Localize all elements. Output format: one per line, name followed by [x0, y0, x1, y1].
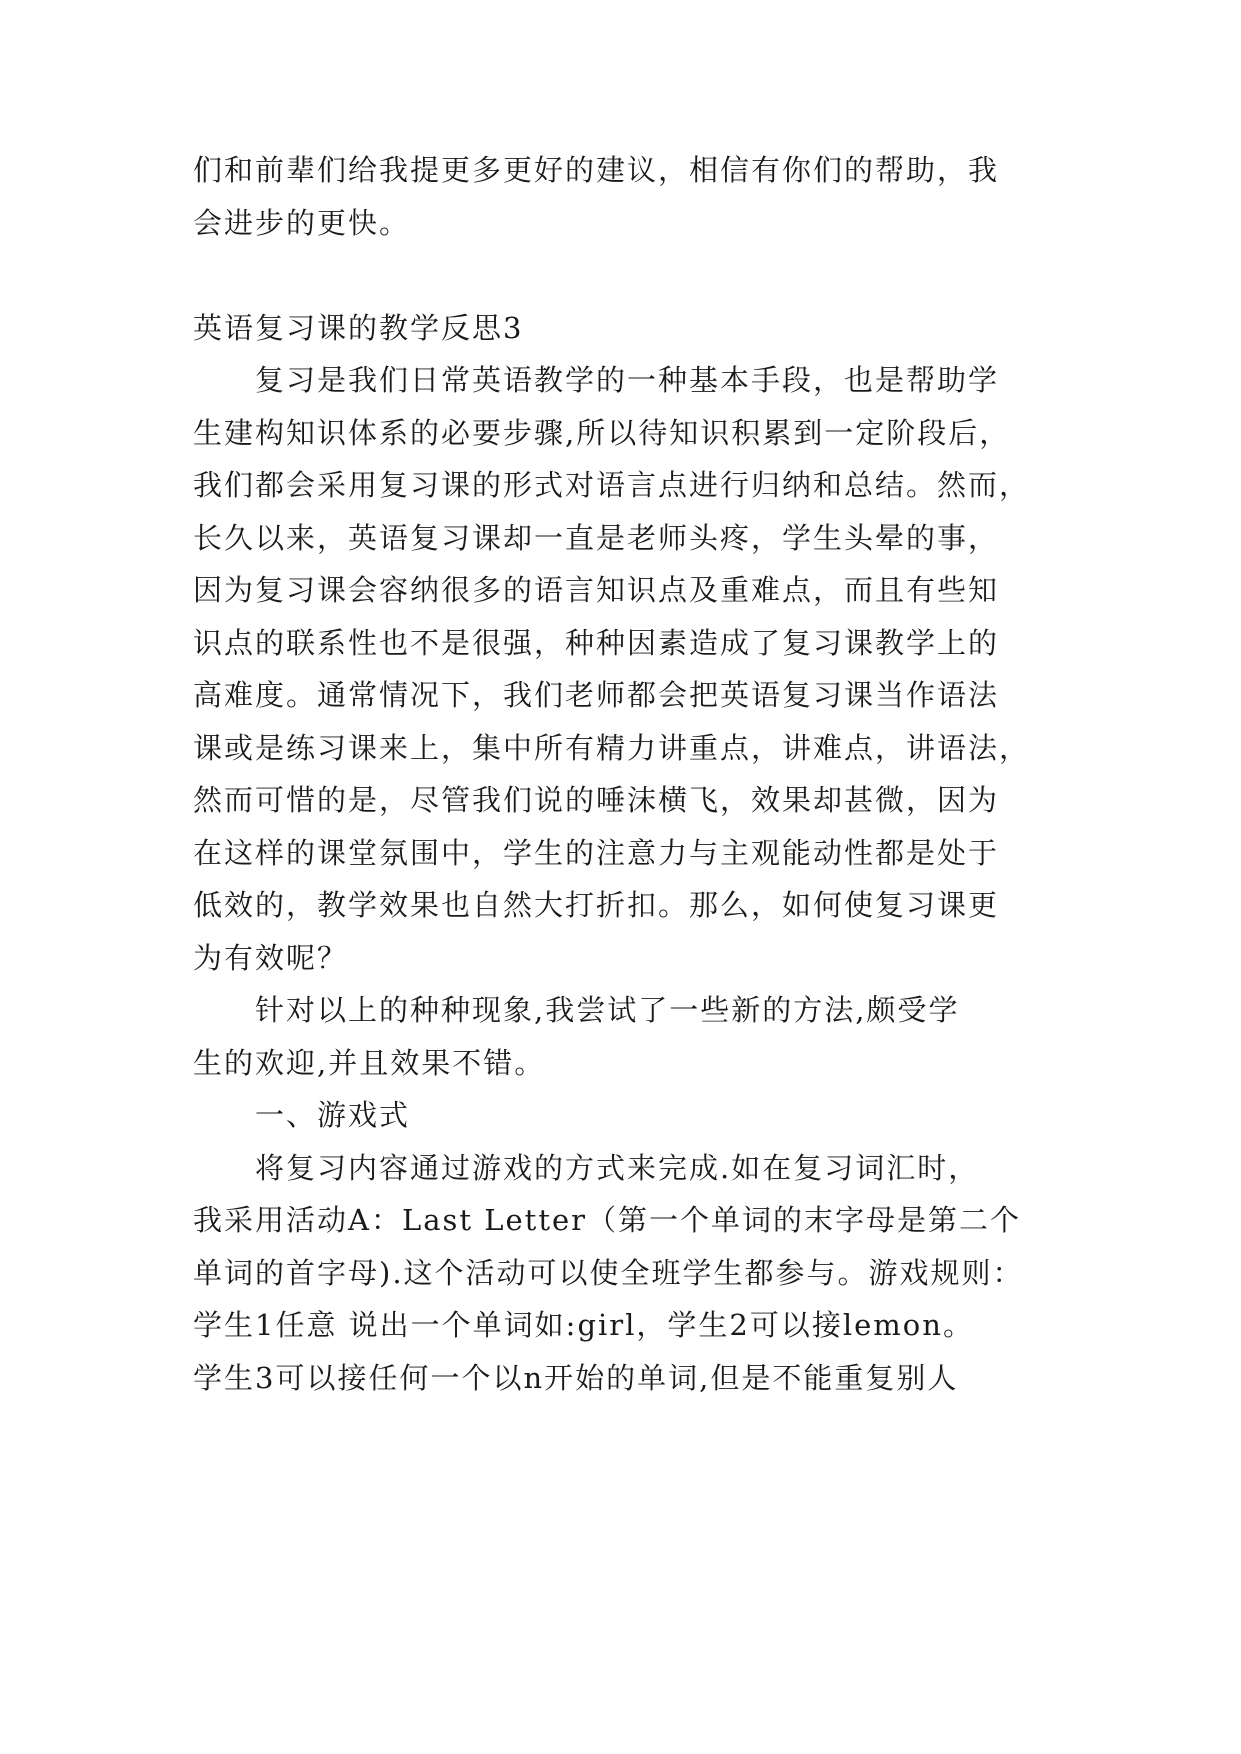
text-line: 长久以来，英语复习课却一直是老师头疼，学生头晕的事， — [193, 521, 1000, 555]
text-line: 们和前辈们给我提更多更好的建议，相信有你们的帮助，我 — [193, 153, 1000, 187]
text-line: 因为复习课会容纳很多的语言知识点及重难点，而且有些知 — [193, 573, 1000, 607]
text-line: 高难度。通常情况下，我们老师都会把英语复习课当作语法 — [193, 678, 1000, 712]
text-line: 生的欢迎,并且效果不错。 — [193, 1046, 546, 1080]
text-line: 低效的，教学效果也自然大打折扣。那么，如何使复习课更 — [193, 888, 1000, 922]
subheading: 一、游戏式 — [255, 1098, 411, 1132]
text-line: 我们都会采用复习课的形式对语言点进行归纳和总结。然而， — [193, 468, 1031, 502]
text-line: 在这样的课堂氛围中，学生的注意力与主观能动性都是处于 — [193, 836, 1000, 870]
text-line: 然而可惜的是，尽管我们说的唾沫横飞，效果却甚微，因为 — [193, 783, 1000, 817]
section-title: 英语复习课的教学反思3 — [193, 311, 524, 345]
text-line: 会进步的更快。 — [193, 206, 411, 240]
text-line: 学生3可以接任何一个以n开始的单词,但是不能重复别人 — [193, 1361, 959, 1395]
text-line: 课或是练习课来上，集中所有精力讲重点，讲难点，讲语法， — [193, 731, 1031, 765]
text-line: 生建构知识体系的必要步骤,所以待知识积累到一定阶段后， — [193, 416, 1011, 450]
text-line: 识点的联系性也不是很强，种种因素造成了复习课教学上的 — [193, 626, 1000, 660]
text-line: 单词的首字母).这个活动可以使全班学生都参与。游戏规则： — [193, 1256, 1024, 1290]
text-line: 学生1任意 说出一个单词如:girl，学生2可以接lemon。 — [193, 1308, 974, 1342]
text-line: 复习是我们日常英语教学的一种基本手段，也是帮助学 — [255, 363, 1000, 397]
text-line: 将复习内容通过游戏的方式来完成.如在复习词汇时， — [255, 1151, 980, 1185]
text-line: 为有效呢？ — [193, 941, 349, 975]
text-line: 针对以上的种种现象,我尝试了一些新的方法,颇受学 — [255, 993, 960, 1027]
text-line: 我采用活动A：Last Letter（第一个单词的末字母是第二个 — [193, 1203, 1021, 1237]
